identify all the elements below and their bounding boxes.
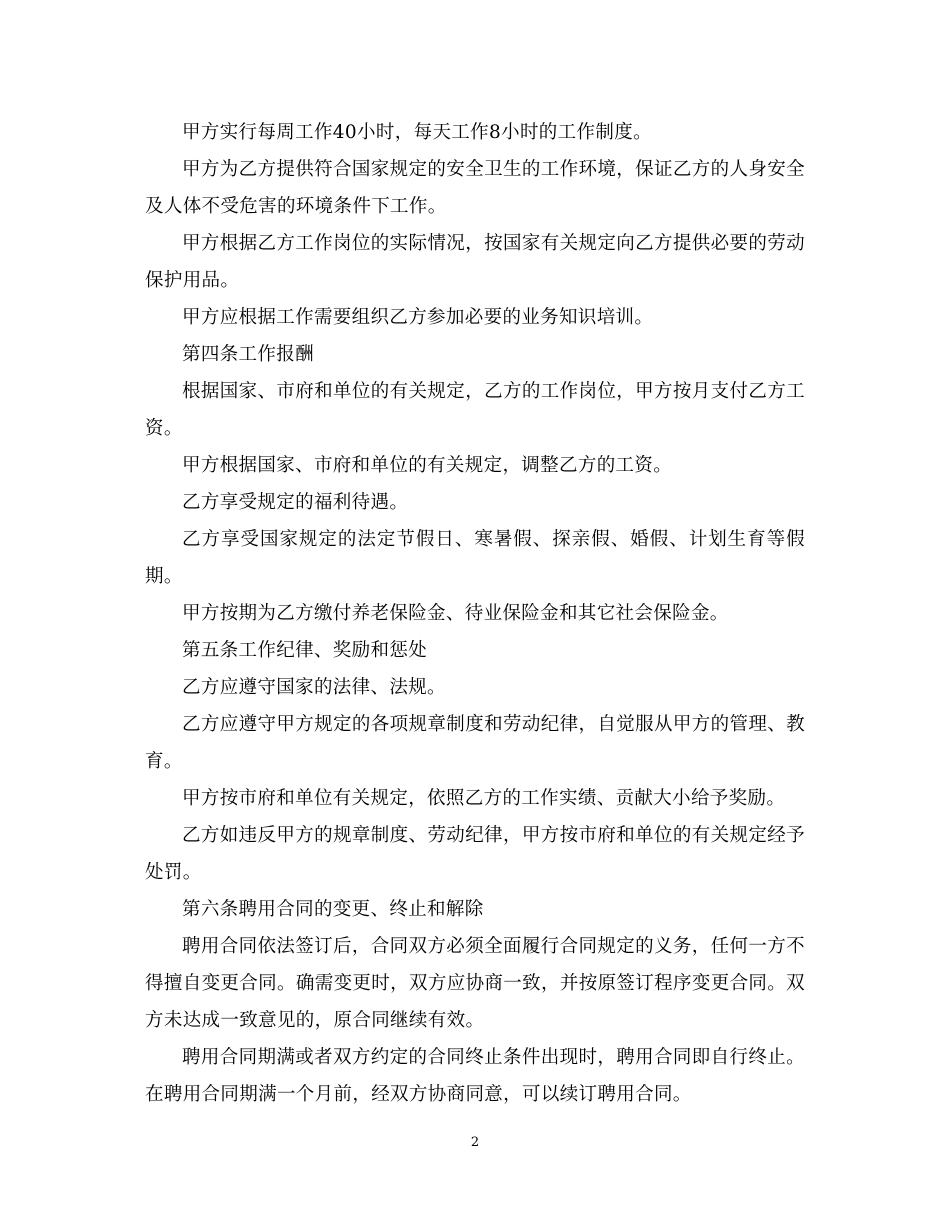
section-heading-article-4: 第四条工作报酬 (182, 344, 314, 365)
paragraph-salary-adjustment: 甲方根据国家、市府和单位的有关规定，调整乙方的工资。 (182, 455, 673, 476)
paragraph-punishment: 乙方如违反甲方的规章制度、劳动纪律，甲方按市府和单位的有关规定经予处罚。 (145, 825, 805, 883)
section-heading-article-5: 第五条工作纪律、奖励和惩处 (182, 640, 428, 661)
paragraph-welfare: 乙方享受规定的福利待遇。 (182, 492, 409, 513)
paragraph-holidays: 乙方享受国家规定的法定节假日、寒暑假、探亲假、婚假、计划生育等假期。 (145, 529, 805, 587)
paragraph-rewards: 甲方按市府和单位有关规定，依照乙方的工作实绩、贡献大小给予奖励。 (182, 788, 786, 809)
page-number: 2 (470, 1135, 480, 1150)
paragraph-training: 甲方应根据工作需要组织乙方参加必要的业务知识培训。 (182, 307, 654, 328)
paragraph-obey-rules: 乙方应遵守甲方规定的各项规章制度和劳动纪律，自觉服从甲方的管理、教育。 (145, 714, 805, 772)
document-body (145, 114, 805, 1113)
paragraph-safety-environment: 甲方为乙方提供符合国家规定的安全卫生的工作环境，保证乙方的人身安全及人体不受危害的环境条件下工作。 (145, 159, 805, 217)
paragraph-insurance: 甲方按期为乙方缴付养老保险金、待业保险金和其它社会保险金。 (182, 603, 729, 624)
section-heading-article-6: 第六条聘用合同的变更、终止和解除 (182, 899, 484, 920)
paragraph-obey-law: 乙方应遵守国家的法律、法规。 (182, 677, 446, 698)
paragraph-work-hours: 甲方实行每周工作40小时，每天工作8小时的工作制度。 (182, 122, 652, 143)
paragraph-monthly-salary: 根据国家、市府和单位的有关规定，乙方的工作岗位，甲方按月支付乙方工资。 (145, 381, 805, 439)
paragraph-contract-termination: 聘用合同期满或者双方约定的合同终止条件出现时，聘用合同即自行终止。在聘用合同期满一个月前，经双方协商同意，可以续订聘用合同。 (145, 1047, 805, 1105)
paragraph-contract-change: 聘用合同依法签订后，合同双方必须全面履行合同规定的义务，任何一方不得擅自变更合同。确需变更时，双方应协商一致，并按原签订程序变更合同。双方未达成一致意见的，原合同继续有效。 (145, 936, 805, 1031)
paragraph-protective-equipment: 甲方根据乙方工作岗位的实际情况，按国家有关规定向乙方提供必要的劳动保护用品。 (145, 233, 805, 291)
